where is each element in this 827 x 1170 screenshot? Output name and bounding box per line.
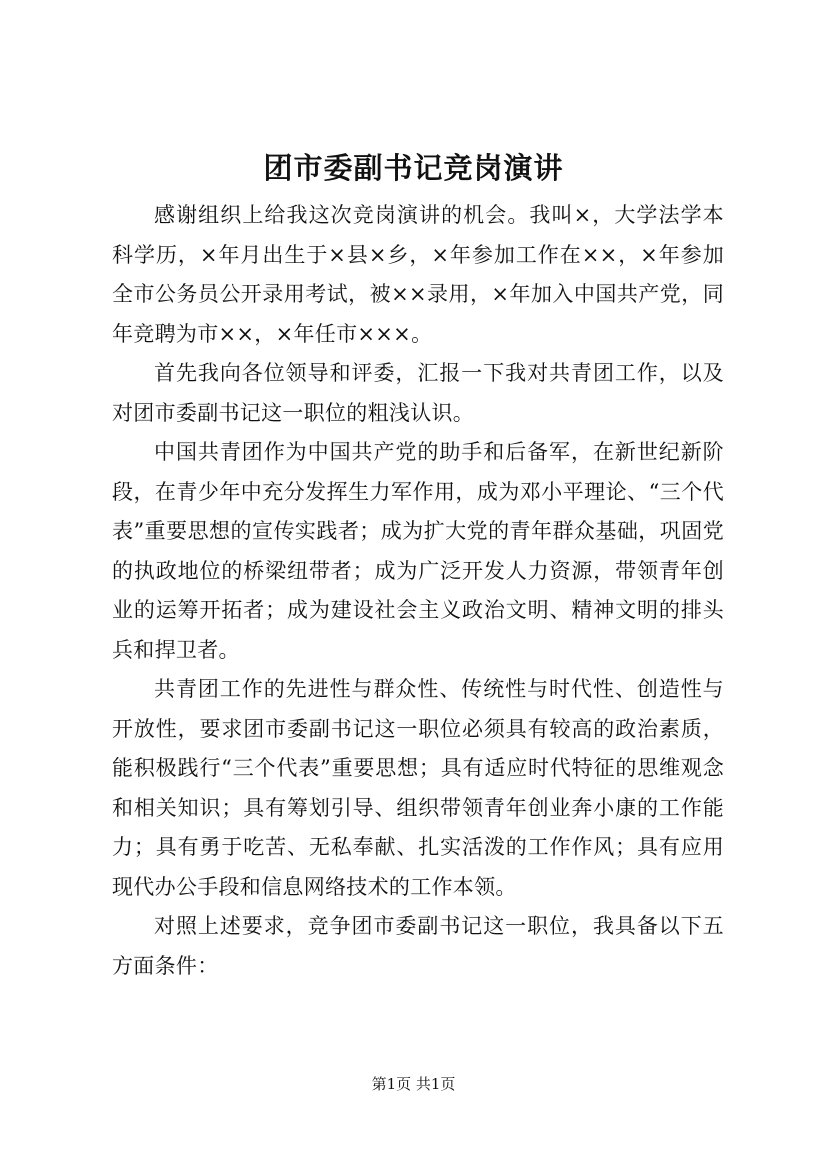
paragraph-conditions: 对照上述要求，竞争团市委副书记这一职位，我具备以下五方面条件： <box>112 914 724 978</box>
page-footer: 第1页 共1页 <box>371 1075 456 1093</box>
paragraph-league-role: 中国共青团作为中国共产党的助手和后备军，在新世纪新阶段，在青少年中充分发挥生力军作用，成为邓小平理论、“三个代表”重要思想的宣传实践者；成为扩大党的青年群众基础，巩固党的执政地位的桥梁纽带者；成为广泛开发人力资源，带领青年创业的运筹开拓者；成为建设社会主义政治文明、精神文明的排头兵和捍卫者。 <box>112 440 724 662</box>
document-title: 团市委副书记竞岗演讲 <box>263 151 564 185</box>
document-body <box>112 196 724 986</box>
paragraph-report: 首先我向各位领导和评委，汇报一下我对共青团工作，以及对团市委副书记这一职位的粗浅认识。 <box>112 361 724 425</box>
paragraph-requirements: 共青团工作的先进性与群众性、传统性与时代性、创造性与开放性，要求团市委副书记这一职位必须具有较高的政治素质，能积极践行“三个代表”重要思想；具有适应时代特征的思维观念和相关知识；具有筹划引导、组织带领青年创业奔小康的工作能力；具有勇于吃苦、无私奉献、扎实活泼的工作作风；具有应用现代办公手段和信息网络技术的工作本领。 <box>112 677 724 899</box>
paragraph-intro: 感谢组织上给我这次竞岗演讲的机会。我叫×，大学法学本科学历，×年月出生于×县×乡，×年参加工作在××，×年参加全市公务员公开录用考试，被××录用，×年加入中国共产党，同年竞聘为市××，×年任市×××。 <box>112 203 724 346</box>
